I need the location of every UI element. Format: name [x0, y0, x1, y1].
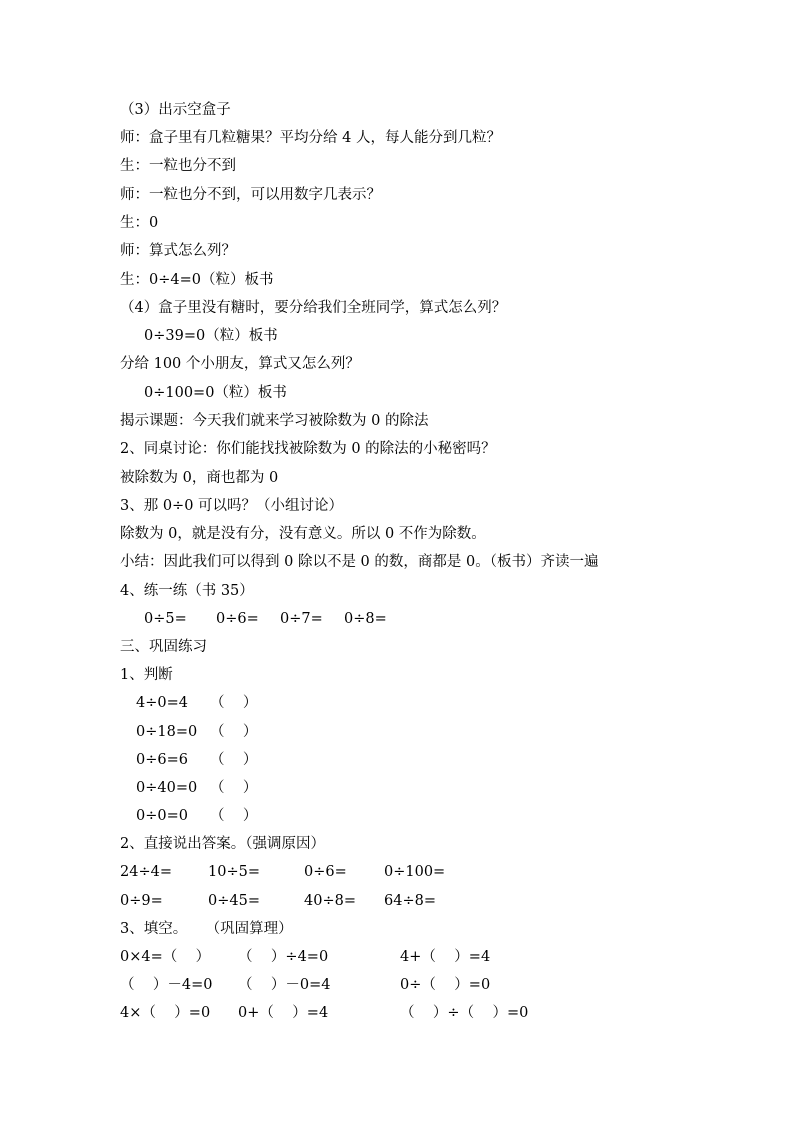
direct-item: 0÷6=: [304, 864, 347, 880]
fill-item: 4×（ ）=0: [120, 1005, 211, 1021]
practice-item: 0÷5=: [144, 611, 187, 627]
fill-item: 0÷（ ）=0: [400, 977, 491, 993]
fill-item: 0+（ ）=4: [238, 1005, 329, 1021]
judge-blank: （ ）: [210, 695, 258, 711]
direct-item: 40÷8=: [304, 893, 356, 909]
direct-item: 24÷4=: [120, 864, 172, 880]
direct-item: 10÷5=: [208, 864, 260, 880]
direct-title: 2、直接说出答案。（强调原因）: [120, 836, 325, 852]
fill-title: 3、填空。 （巩固算理）: [120, 921, 293, 937]
text-line: 生：0: [120, 215, 159, 231]
text-line: 小结：因此我们可以得到 0 除以不是 0 的数，商都是 0。（板书）齐读一遍: [120, 554, 599, 570]
fill-item: （ ）－4=0: [120, 977, 213, 993]
text-line: 3、那 0÷0 可以吗？（小组讨论）: [120, 498, 344, 514]
text-line: （3）出示空盒子: [120, 102, 231, 118]
section-title: 三、巩固练习: [120, 639, 207, 655]
direct-item: 0÷45=: [208, 893, 260, 909]
judge-expr: 4÷0=4: [136, 695, 188, 711]
text-line: 师：盒子里有几粒糖果？平均分给 4 人，每人能分到几粒？: [120, 130, 501, 146]
text-line: （4）盒子里没有糖时，要分给我们全班同学，算式怎么列？: [120, 300, 507, 316]
fill-item: 4+（ ）=4: [400, 949, 491, 965]
direct-item: 0÷9=: [120, 893, 163, 909]
judge-blank: （ ）: [210, 780, 258, 796]
judge-blank: （ ）: [210, 808, 258, 824]
text-line: 0÷100=0（粒）板书: [144, 385, 287, 401]
fill-item: （ ）÷（ ）=0: [400, 1005, 529, 1021]
text-line: 0÷39=0（粒）板书: [144, 328, 278, 344]
text-line: 师：一粒也分不到，可以用数字几表示？: [120, 187, 381, 203]
judge-blank: （ ）: [210, 752, 258, 768]
judge-title: 1、判断: [120, 667, 173, 683]
judge-blank: （ ）: [210, 724, 258, 740]
judge-expr: 0÷18=0: [136, 724, 198, 740]
judge-expr: 0÷0=0: [136, 808, 188, 824]
fill-item: （ ）－0=4: [238, 977, 331, 993]
practice-item: 0÷6=: [216, 611, 259, 627]
direct-item: 64÷8=: [384, 893, 436, 909]
text-line: 揭示课题：今天我们就来学习被除数为 0 的除法: [120, 413, 429, 429]
direct-item: 0÷100=: [384, 864, 446, 880]
judge-expr: 0÷40=0: [136, 780, 198, 796]
text-line: 生：一粒也分不到: [120, 158, 236, 174]
text-line: 4、练一练（书 35）: [120, 583, 254, 599]
text-line: 生：0÷4=0（粒）板书: [120, 272, 274, 288]
text-line: 除数为 0，就是没有分，没有意义。所以 0 不作为除数。: [120, 526, 486, 542]
text-line: 被除数为 0，商也都为 0: [120, 470, 279, 486]
judge-expr: 0÷6=6: [136, 752, 188, 768]
text-line: 2、同桌讨论：你们能找找被除数为 0 的除法的小秘密吗？: [120, 441, 496, 457]
practice-item: 0÷7=: [280, 611, 323, 627]
text-line: 师：算式怎么列？: [120, 243, 236, 259]
fill-item: （ ）÷4=0: [238, 949, 329, 965]
practice-item: 0÷8=: [344, 611, 387, 627]
text-line: 分给 100 个小朋友，算式又怎么列？: [120, 356, 360, 372]
fill-item: 0×4=（ ）: [120, 949, 211, 965]
